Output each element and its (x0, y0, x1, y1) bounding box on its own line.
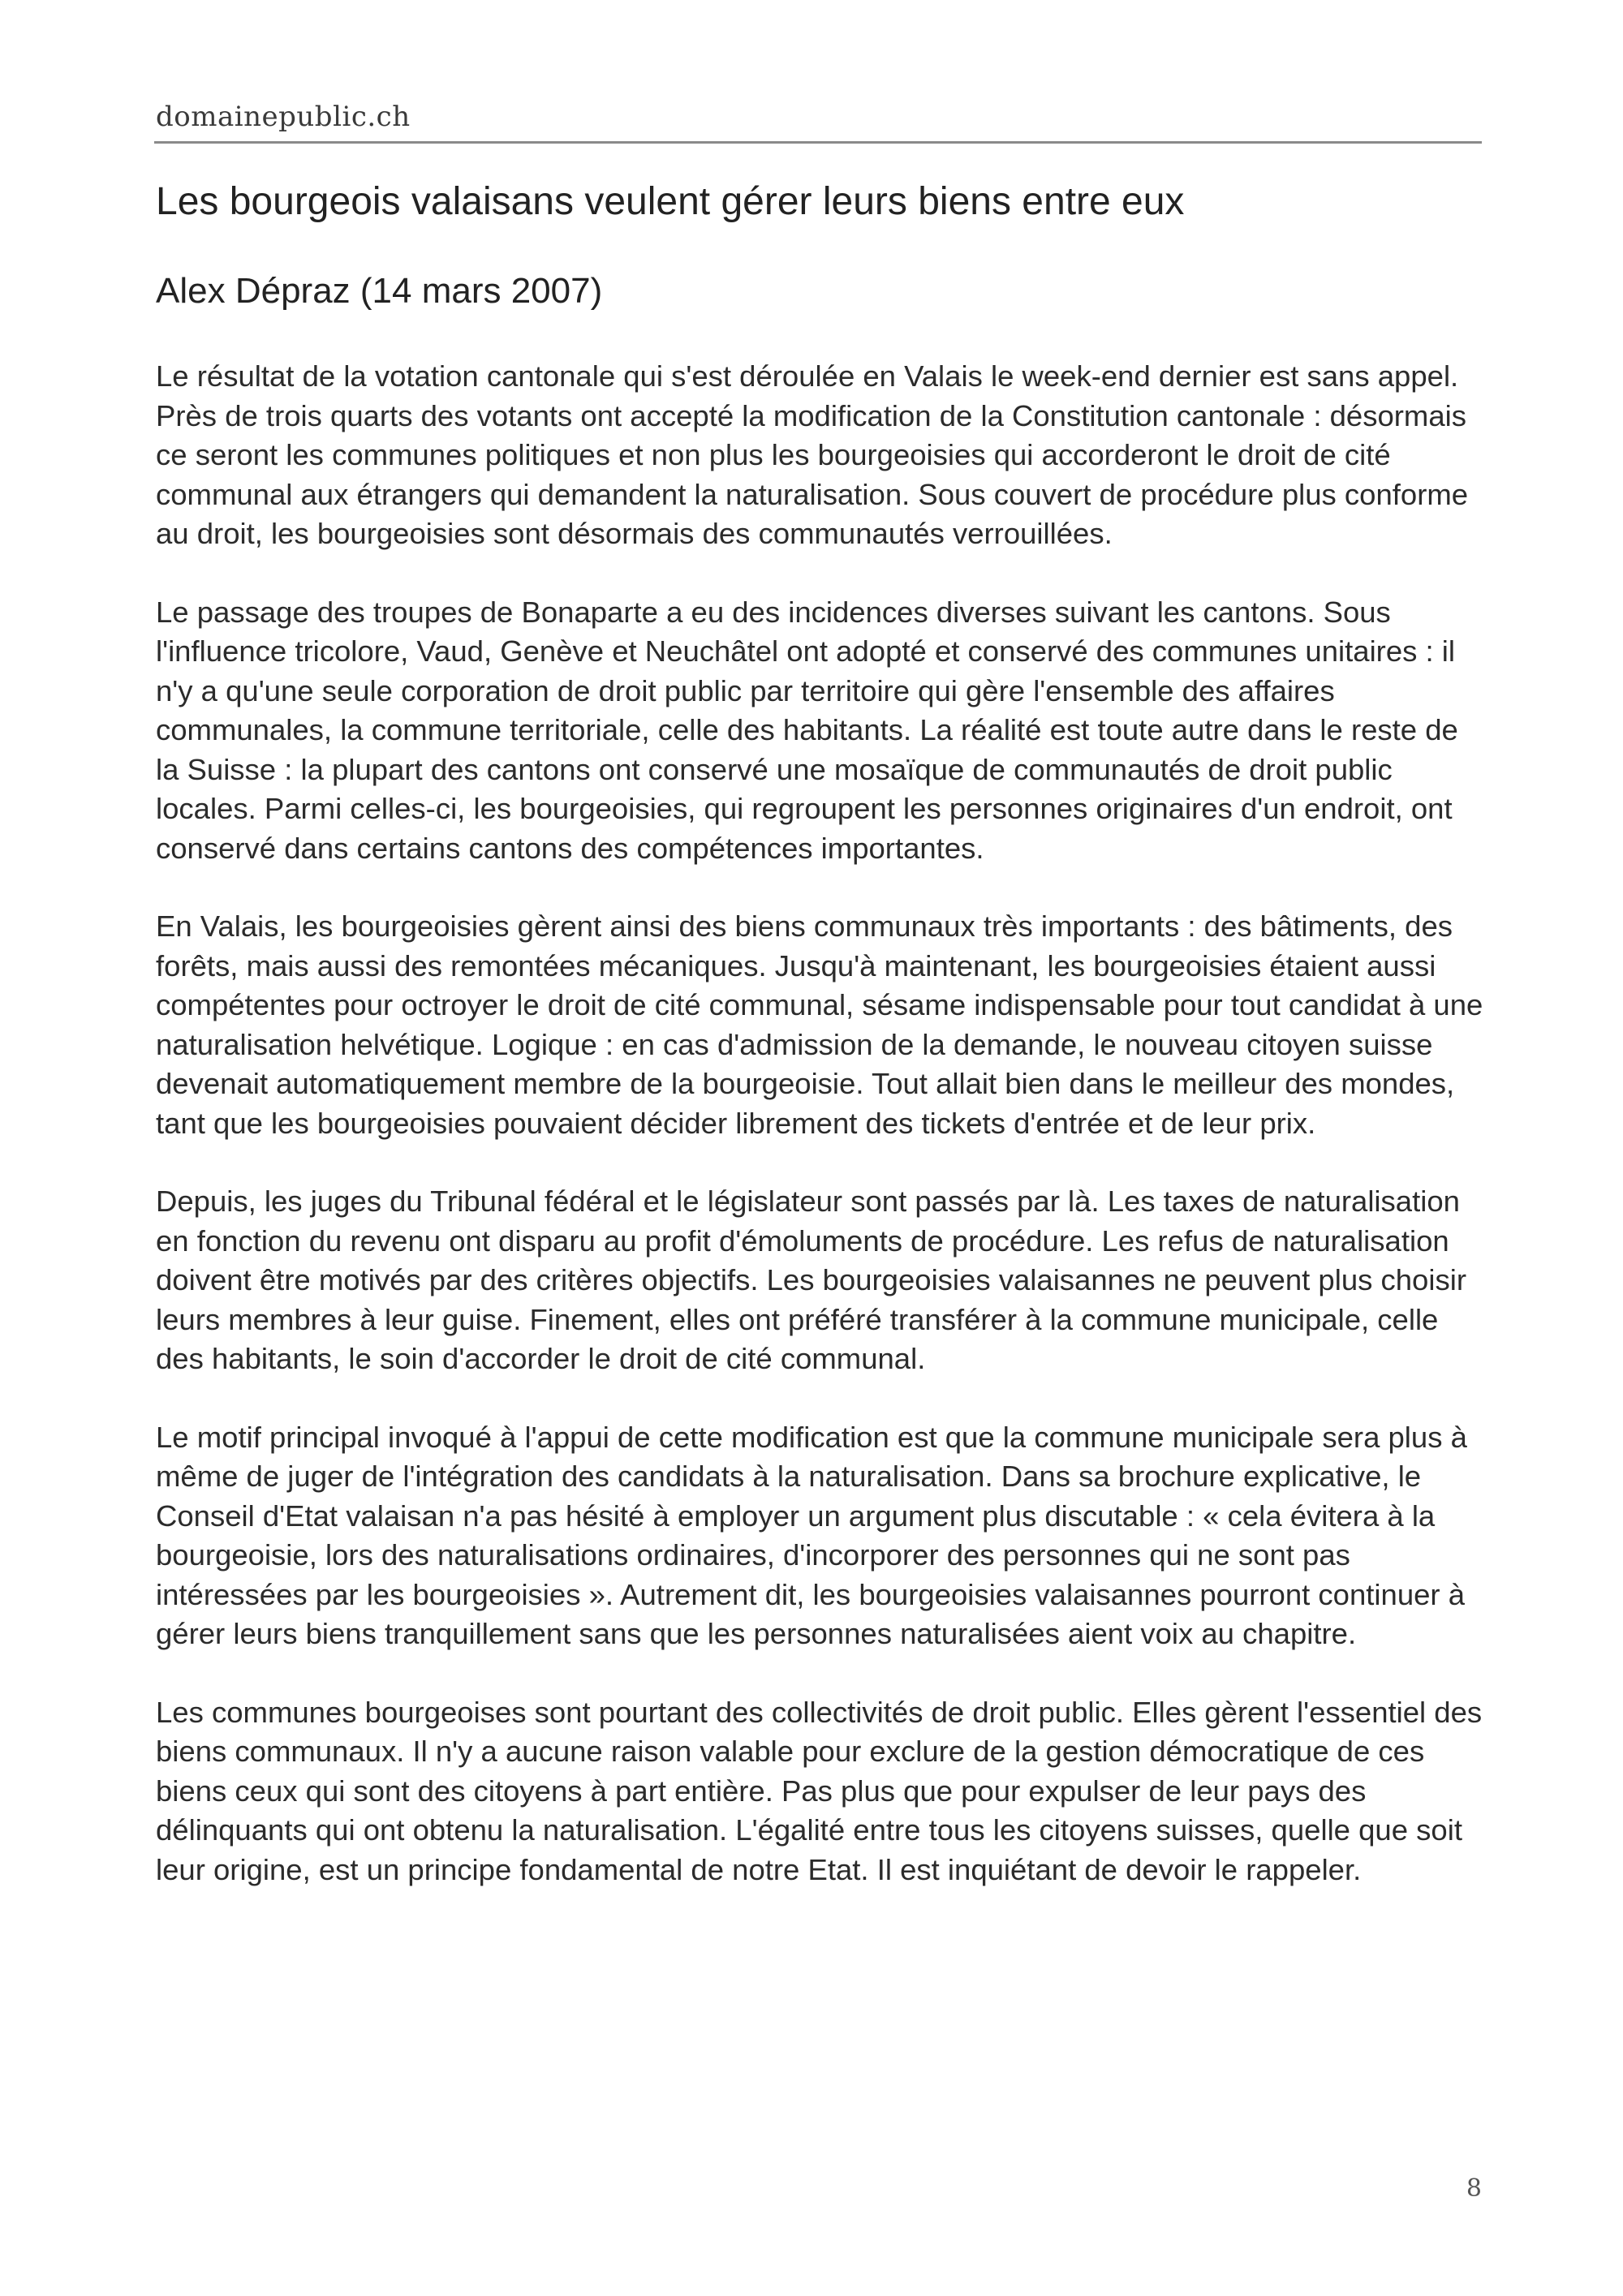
site-header (154, 99, 1482, 144)
article (156, 177, 1483, 1928)
site-name: domainepublic.ch (156, 101, 411, 133)
paragraph: Depuis, les juges du Tribunal fédéral et le législateur sont passés par là. Les taxes de naturalisation en fonction du revenu ont disparu au profit d'émoluments de procédure. Les refus de naturalisation doivent être motivés par des critères objectifs. Les bourgeoisies valaisannes ne peuvent plus choisir leurs membres à leur guise. Finement, elles ont préféré transférer à la commune municipale, celle des habitants, le soin d'accorder le droit de cité communal. (156, 1185, 1466, 1375)
paragraph: En Valais, les bourgeoisies gèrent ainsi des biens communaux très importants : des bâtiments, des forêts, mais aussi des remontées mécaniques. Jusqu'à maintenant, les bourgeoisies étaient aussi compétentes pour octroyer le droit de cité communal, sésame indispensable pour tout candidat à une naturalisation helvétique. Logique : en cas d'admission de la demande, le nouveau citoyen suisse devenait automatiquement membre de la bourgeoisie. Tout allait bien dans le meilleur des mondes, tant que les bourgeoisies pouvaient décider librement des tickets d'entrée et de leur prix. (156, 909, 1483, 1140)
paragraph: Les communes bourgeoises sont pourtant des collectivités de droit public. Elles gèrent l'essentiel des biens communaux. Il n'y a aucune raison valable pour exclure de la gestion démocratique de ces biens ceux qui sont des citoyens à part entière. Pas plus que pour expulser de leur pays des délinquants qui ont obtenu la naturalisation. L'égalité entre tous les citoyens suisses, quelle que soit leur origine, est un principe fondamental de notre Etat. Il est inquiétant de devoir le rappeler. (156, 1695, 1483, 1886)
article-title: Les bourgeois valaisans veulent gérer leurs biens entre eux (156, 180, 1185, 223)
article-body (156, 357, 1483, 1890)
article-byline: Alex Dépraz (14 mars 2007) (156, 271, 603, 311)
paragraph: Le motif principal invoqué à l'appui de cette modification est que la commune municipale sera plus à même de juger de l'intégration des candidats à la naturalisation. Dans sa brochure explicative, le Conseil d'Etat valaisan n'a pas hésité à employer un argument plus discutable : « cela évitera à la bourgeoisie, lors des naturalisations ordinaires, d'incorporer des personnes qui ne sont pas intéressées par les bourgeoisies ». Autrement dit, les bourgeoisies valaisannes pourront continuer à gérer leurs biens tranquillement sans que les personnes naturalisées aient voix au chapitre. (156, 1420, 1467, 1650)
paragraph: Le passage des troupes de Bonaparte a eu des incidences diverses suivant les cantons. Sous l'influence tricolore, Vaud, Genève et Neuchâtel ont adopté et conservé des communes unitaires : il n'y a qu'une seule corporation de droit public par territoire qui gère l'ensemble des affaires communales, la commune territoriale, celle des habitants. La réalité est toute autre dans le reste de la Suisse : la plupart des cantons ont conservé une mosaïque de communautés de droit public locales. Parmi celles-ci, les bourgeoisies, qui regroupent les personnes originaires d'un endroit, ont conservé dans certains cantons des compétences importantes. (156, 595, 1458, 865)
page-number: 8 (1466, 2174, 1482, 2203)
paragraph: Le résultat de la votation cantonale qui s'est déroulée en Valais le week-end dernier est sans appel. Près de trois quarts des votants ont accepté la modification de la Constitution cantonale : désormais ce seront les communes politiques et non plus les bourgeoisies qui accorderont le droit de cité communal aux étrangers qui demandent la naturalisation. Sous couvert de procédure plus conforme au droit, les bourgeoisies sont désormais des communautés verrouillées. (156, 359, 1469, 550)
